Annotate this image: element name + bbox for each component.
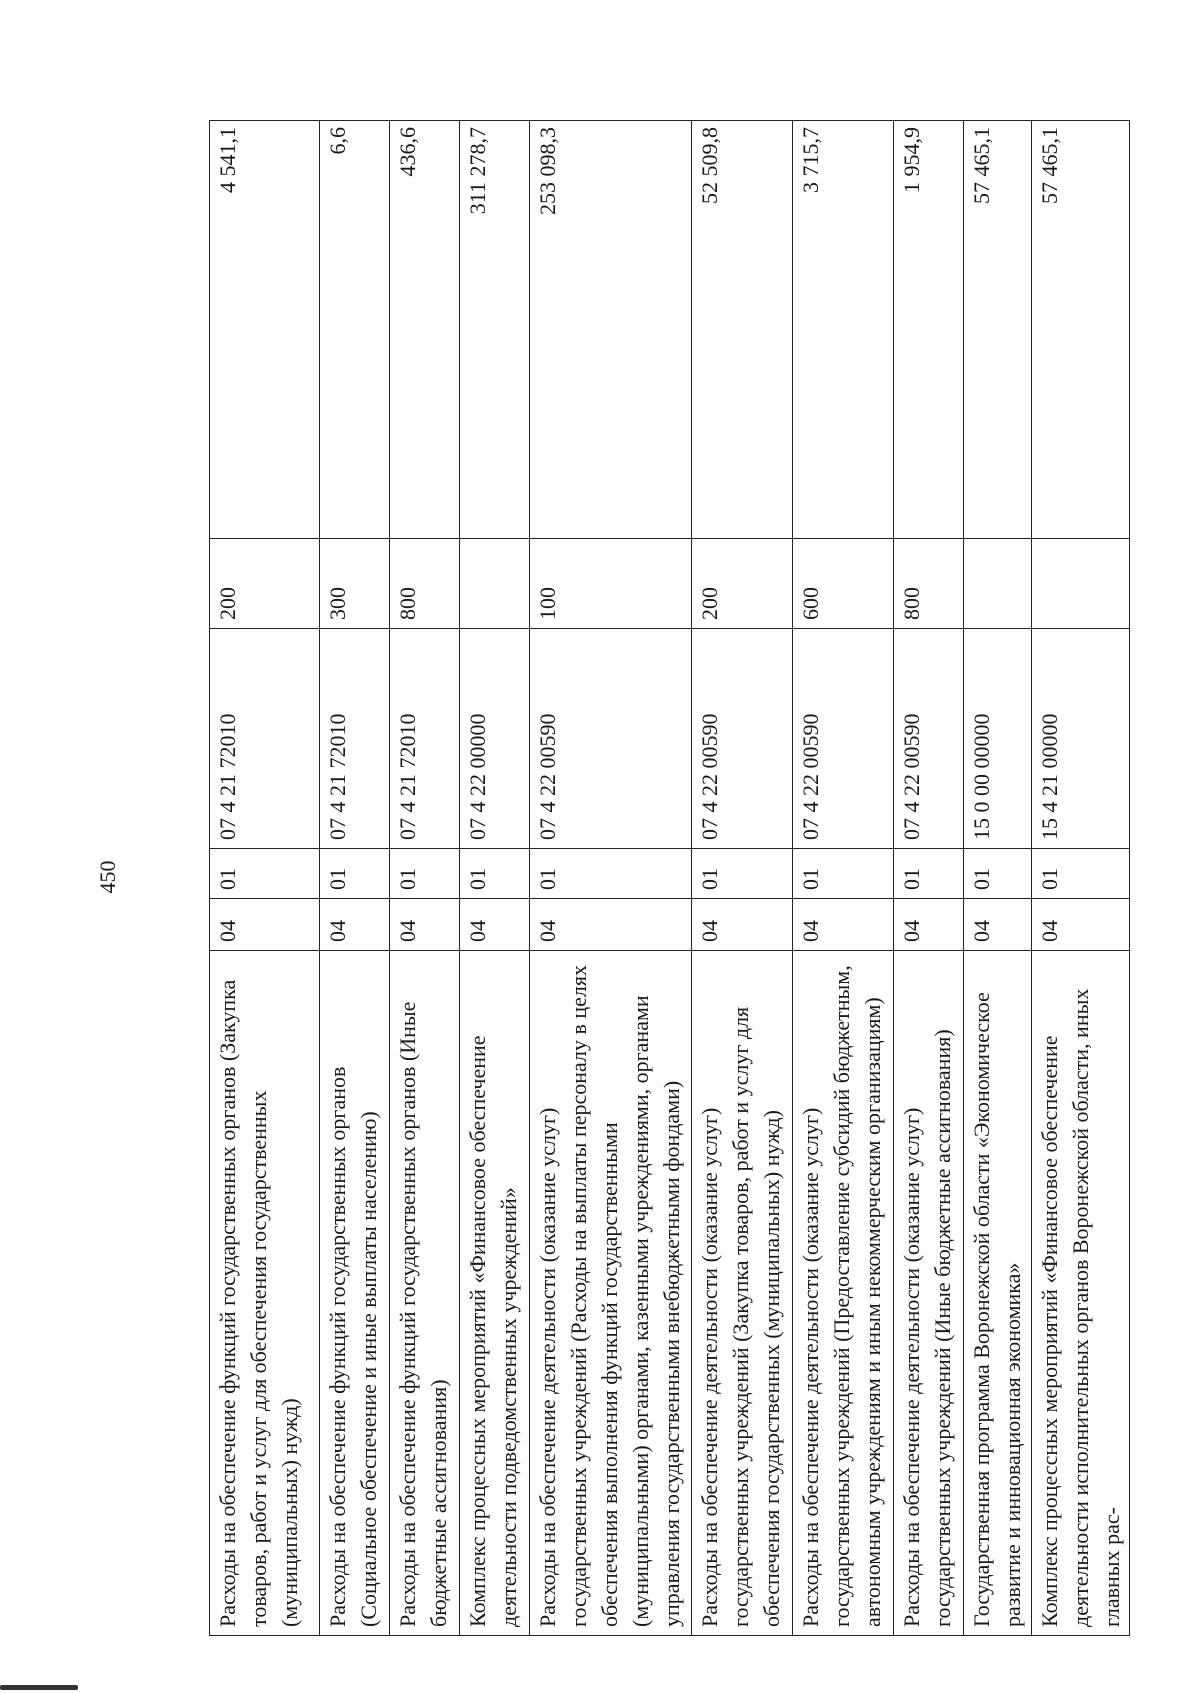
expense-type-cell: 800 <box>894 539 964 629</box>
rz-cell: 04 <box>320 899 390 951</box>
row-name-cell: Государственная программа Воронежской области «Экономическое развитие и инновационная экономика» <box>964 951 1032 1636</box>
rz-cell: 04 <box>1032 899 1130 951</box>
expense-type-cell: 100 <box>530 539 692 629</box>
row-name-cell: Расходы на обеспечение функций государственных органов (Социальное обеспечение и иные выплаты населению) <box>320 951 390 1636</box>
rz-cell: 04 <box>390 899 460 951</box>
rz-cell: 04 <box>210 899 320 951</box>
expense-type-cell <box>964 539 1032 629</box>
rz-cell: 04 <box>793 899 894 951</box>
rz-cell: 04 <box>692 899 793 951</box>
row-name-cell: Расходы на обеспечение деятельности (оказание услуг) государственных учреждений (Предоставление субсидий бюджетным, автономным учреждениям и иным некоммерческим организациям) <box>793 951 894 1636</box>
target-article-cell: 07 4 21 72010 <box>320 629 390 849</box>
expense-type-cell: 200 <box>692 539 793 629</box>
table-row <box>210 121 320 1636</box>
table-row <box>390 121 460 1636</box>
expense-type-cell: 800 <box>390 539 460 629</box>
target-article-cell: 07 4 22 00590 <box>793 629 894 849</box>
amount-cell: 4 541,1 <box>210 121 320 539</box>
pr-cell: 01 <box>320 849 390 899</box>
table-row <box>894 121 964 1636</box>
row-name-cell: Расходы на обеспечение деятельности (оказание услуг) государственных учреждений (Расходы на выплаты персоналу в целях обеспечения выполнения функций государственными (муниципальными) органами, казенными учреждениями, органами управления государственными внебюджетными фондами) <box>530 951 692 1636</box>
target-article-cell: 07 4 21 72010 <box>210 629 320 849</box>
pr-cell: 01 <box>390 849 460 899</box>
row-name-cell: Комплекс процессных мероприятий «Финансовое обеспечение деятельности исполнительных органов Воронежской области, иных главных рас- <box>1032 951 1130 1636</box>
row-name-cell: Расходы на обеспечение деятельности (оказание услуг) государственных учреждений (Закупка товаров, работ и услуг для обеспечения государственных (муниципальных) нужд) <box>692 951 793 1636</box>
amount-cell: 1 954,9 <box>894 121 964 539</box>
target-article-cell: 07 4 22 00590 <box>530 629 692 849</box>
pr-cell: 01 <box>210 849 320 899</box>
target-article-cell: 07 4 22 00000 <box>460 629 530 849</box>
scan-edge-mark <box>0 1685 78 1690</box>
pr-cell: 01 <box>460 849 530 899</box>
target-article-cell: 07 4 22 00590 <box>692 629 793 849</box>
pr-cell: 01 <box>1032 849 1130 899</box>
expense-type-cell <box>460 539 530 629</box>
rz-cell: 04 <box>894 899 964 951</box>
target-article-cell: 15 0 00 00000 <box>964 629 1032 849</box>
amount-cell: 57 465,1 <box>1032 121 1130 539</box>
rz-cell: 04 <box>964 899 1032 951</box>
amount-cell: 3 715,7 <box>793 121 894 539</box>
rotated-page-content <box>209 121 1124 1636</box>
table-row <box>964 121 1032 1636</box>
amount-cell: 6,6 <box>320 121 390 539</box>
rz-cell: 04 <box>460 899 530 951</box>
table-row <box>692 121 793 1636</box>
amount-cell: 436,6 <box>390 121 460 539</box>
budget-table <box>209 120 1130 1636</box>
target-article-cell: 07 4 21 72010 <box>390 629 460 849</box>
expense-type-cell <box>1032 539 1130 629</box>
amount-cell: 253 098,3 <box>530 121 692 539</box>
table-row <box>320 121 390 1636</box>
expense-type-cell: 300 <box>320 539 390 629</box>
pr-cell: 01 <box>964 849 1032 899</box>
amount-cell: 311 278,7 <box>460 121 530 539</box>
pr-cell: 01 <box>894 849 964 899</box>
target-article-cell: 07 4 22 00590 <box>894 629 964 849</box>
row-name-cell: Расходы на обеспечение функций государственных органов (Иные бюджетные ассигнования) <box>390 951 460 1636</box>
amount-cell: 57 465,1 <box>964 121 1032 539</box>
table-row <box>1032 121 1130 1636</box>
rz-cell: 04 <box>530 899 692 951</box>
row-name-cell: Расходы на обеспечение деятельности (оказание услуг) государственных учреждений (Иные бюджетные ассигнования) <box>894 951 964 1636</box>
expense-type-cell: 600 <box>793 539 894 629</box>
amount-cell: 52 509,8 <box>692 121 793 539</box>
pr-cell: 01 <box>793 849 894 899</box>
expense-type-cell: 200 <box>210 539 320 629</box>
table-row <box>793 121 894 1636</box>
table-row <box>460 121 530 1636</box>
table-row <box>530 121 692 1636</box>
pr-cell: 01 <box>692 849 793 899</box>
row-name-cell: Комплекс процессных мероприятий «Финансовое обеспечение деятельности подведомственных учреждений» <box>460 951 530 1636</box>
row-name-cell: Расходы на обеспечение функций государственных органов (Закупка товаров, работ и услуг для обеспечения государственных (муниципальных) нужд) <box>210 951 320 1636</box>
pr-cell: 01 <box>530 849 692 899</box>
target-article-cell: 15 4 21 00000 <box>1032 629 1130 849</box>
page-number: 450 <box>95 860 120 894</box>
